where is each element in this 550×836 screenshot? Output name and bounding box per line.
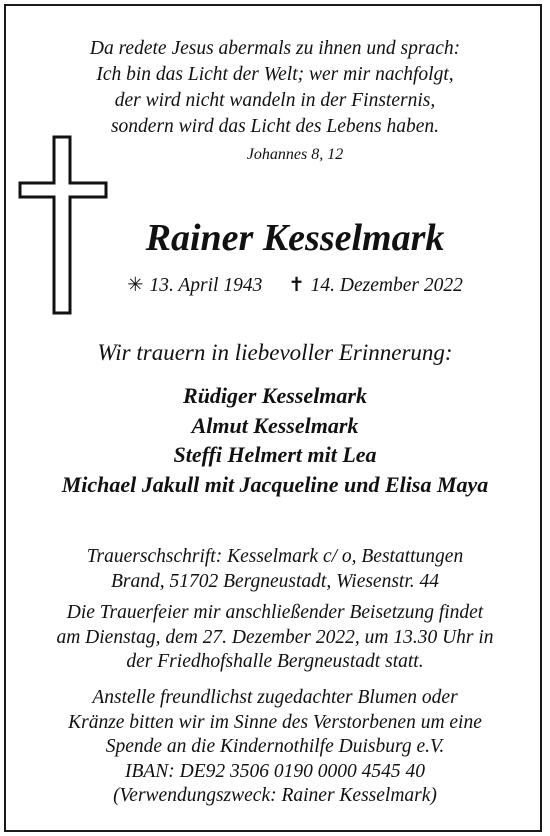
mourning-line: Wir trauern in liebevoller Erinnerung:: [97, 340, 453, 365]
death-date: 14. Dezember 2022: [310, 275, 463, 296]
verse-line: Ich bin das Licht der Welt; wer mir nachfolgt,: [96, 64, 454, 85]
donation-iban: IBAN: DE92 3506 0190 0000 4545 40: [124, 760, 426, 782]
address-line: Brand, 51702 Bergneustadt, Wiesenstr. 44: [110, 570, 440, 592]
donation-line: Kränze bitten wir im Sinne des Verstorbenen um eine: [68, 711, 482, 733]
deceased-name: Rainer Kesselmark: [145, 217, 445, 259]
donation-line: Anstelle freundlichst zugedachter Blumen oder: [92, 687, 458, 708]
ceremony-line: Die Trauerfeier mir anschließender Beisetzung findet: [66, 602, 484, 623]
family-member: Steffi Helmert mit Lea: [173, 442, 377, 467]
family-member: Almut Kesselmark: [191, 412, 359, 438]
donation-line: Spende an die Kindernothilfe Duisburg e.V.: [105, 736, 445, 757]
condolence-address: [0, 545, 550, 594]
ceremony-line: am Dienstag, dem 27. Dezember 2022, um 13.30 Uhr in: [56, 626, 494, 648]
address-line: Trauerschschrift: Kesselmark c/ o, Bestattungen: [86, 546, 464, 567]
verse-line: Da redete Jesus abermals zu ihnen und sprach:: [89, 38, 461, 59]
dagger-cross-icon: ✝: [288, 275, 305, 296]
star-icon: ✳: [127, 275, 144, 296]
family-member: Rüdiger Kesselmark: [183, 383, 367, 408]
birth-date: 13. April 1943: [149, 275, 263, 296]
verse-line: sondern wird das Licht des Lebens haben.: [110, 116, 440, 137]
life-dates: [0, 273, 550, 297]
ceremony-line: der Friedhofshalle Bergneustadt statt.: [126, 651, 424, 672]
verse-line: der wird nicht wandeln in der Finsternis,: [114, 90, 436, 111]
verse-reference: Johannes 8, 12: [246, 146, 344, 163]
family-member: Michael Jakull mit Jacqueline und Elisa Maya: [61, 471, 489, 497]
donation-info: [0, 686, 550, 809]
bible-verse: [0, 36, 550, 140]
family-list: [0, 381, 550, 499]
ceremony-info: [0, 601, 550, 675]
donation-purpose: (Verwendungszweck: Rainer Kesselmark): [113, 785, 437, 806]
